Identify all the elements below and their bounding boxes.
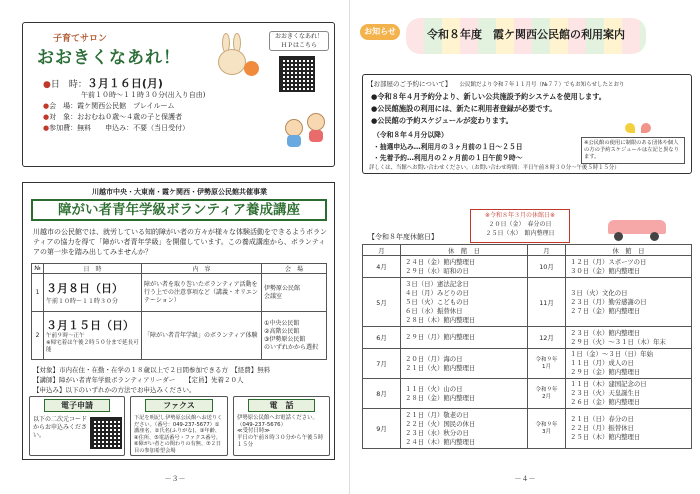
notice-tag: お知らせ [360,24,400,40]
reservation-header: 【お部屋のご予約について】 公民館だより令和７年１１月号（№７７）でもお知らせしたとおり [367,80,625,88]
header-days-1: 休 館 日 [401,245,528,256]
reservation-bullets [371,91,691,127]
car-illustration [604,212,670,240]
left-page-number: －３－ [164,475,186,483]
session-time: 午前９時～正午 ※帰宅着は午後２時５０分まで延長可能 [46,333,139,353]
callout-title: ※令和８年３月の休館日※ [484,212,556,219]
volunteer-schedule-table [31,263,327,360]
method-online-box [29,396,125,456]
reservation-box [362,74,692,174]
session-content: 障がい者を取り巻いたボランティア活動を行う上での注意事項など（講義・オリエンテーション） [142,274,262,312]
qr-caption-box: おおきくなあれ！ ＨＰはこちら [269,31,329,51]
salon-time-row: 午前１０時～１１時３０分(出入り自由) [81,91,206,99]
volunteer-target: 【対象】市内在住・在勤・在学の１８歳以上で２日間参加できる方 【経費】無料 [33,366,271,374]
session-time: 午前１０時～１１時３０分 [46,298,119,305]
reservation-bullet: ●公民館施設の利用には、新たに利用者登録が必要です。 [371,104,557,113]
method-fax-text: 下記を明記し伊勢原公民館へお送りください。（番号：049-237-5677）①講座名、②氏名(ふりがな)、③年齢、④住所、⑤電話番号・ファクス番号、⑥障がい者との関わりの有無、⑦２日目の参加希望会場 [134,415,223,454]
volunteer-intro: 川越市の公民館では、就労している知的障がい者の方々が様々な体験活動をできるようボランティアの協力を得て「障がい者青年学級」を開催しています。この養成講座から、ボランティアの第一歩を踏み出してみませんか？ [33,228,327,256]
table-row: 1 ３月８日（日） 午前１０時～１１時３０分 障がい者を取り巻いたボランティア活動を行う上での注意事項など（講義・オリエンテーション） 伊勢原公民館 会議室 [32,274,327,312]
right-title: 令和８年度 霞ケ関西公民館の利用案内 [427,28,625,41]
holiday-header-row [363,245,692,256]
session-date: ３月１５日（日） [46,319,134,332]
method-phone-text: 伊勢原公民館へお電話ください。 （049-237-5676） ≪受付日時≫ 平日の午前８時３０分から午後５時１５分 [237,415,324,448]
holiday-table [362,244,692,449]
holidays-label: 【令和８年度休館日】 [368,233,438,241]
holiday-row: 8月 １１日（火）山の日 ２８日（金）館内整理日 令和９年 2月 １１日（木）建国記念の日 ２３日（火）天皇誕生日 ２６日（金）館内整理日 [363,379,692,409]
babies-illustration [285,111,329,151]
reservation-lottery: ・抽選申込み…利用月の３ヶ月前の１日～２５日 [373,143,523,151]
method-online-title: 電子申請 [44,399,110,412]
holiday-row: 9月 ２１日（月）敬老の日 ２２日（火）国民の休日 ２３日（水）秋分の日 ２４日（木）館内整理日 令和９年 3月 ２１日（日）春分の日 ２２日（月）振替休日 ２５日（木）館内整理日 [363,409,692,449]
salon-title: おおきくなあれ！ [37,48,181,68]
method-fax-box [130,396,228,456]
holiday-row: 5月 ３日（日）憲法記念日 ４日（月）みどりの日 ５日（火）こどもの日 ６日（水）振替休日 ２８日（木）館内整理日 11月 ３日（火）文化の日 ２３日（月）勤労感謝の日 ２７日（金）館内整理日 [363,278,692,327]
reservation-first-come: ・先着予約…利用月の２ヶ月前の１日午前９時～ [373,154,523,162]
salon-fee-row: ●参加費：無料 申込み：不要（当日受付） [43,124,190,132]
callout-row: ２０日（金） 春分の日 [488,221,552,228]
callout-row: ２５日（水） 館内整理日 [485,230,555,237]
header-content: 内 容 [142,264,262,274]
method-fax-title: ファクス [145,399,213,412]
salon-details [43,75,303,134]
holiday-row: 7月 ２０日（月）海の日 ２１日（火）館内整理日 令和９年 1月 １日（金）～３日（日）年始 １１日（月）成人の日 ２９日（金）館内整理日 [363,349,692,379]
session-content: 「障がい者青年学級」のボランティア体験 [142,312,262,360]
volunteer-title: 障がい者青年学級ボランティア養成講座 [31,199,327,221]
reservation-bullet: ●公民館の予約スケジュールが変わります。 [371,116,513,125]
reservation-bullet: ●令和８年４月予約分より、新しい公共施設予約システムを使用します。 [371,92,606,101]
session-venue: 伊勢原公民館 会議室 [262,274,327,312]
header-no: № [32,264,44,274]
method-online-text: 以下の二次元コードからお申込みください。 [33,416,88,439]
salon-date-row: ●日 時：３月１６日(月) [43,77,163,90]
method-phone-title: 電 話 [248,399,315,412]
butterfly-illustration [625,123,655,135]
march-callout [470,209,570,243]
header-month-2: 月 [528,245,566,256]
right-page-number: －４－ [514,475,536,483]
holiday-row: 6月 ２９日（月）館内整理日 12月 ２３日（水）館内整理日 ２９日（火）～３１日（木）年末 [363,327,692,349]
session-venue: ①中央公民館 ②高階公民館 ③伊勢原公民館 のいずれかから選択 [262,312,327,360]
header-month-1: 月 [363,245,401,256]
salon-target-row: ●対 象：おおむね０歳～４歳の子と保護者 [43,113,183,121]
application-qr-code[interactable] [90,417,122,449]
table-row: 2 ３月１５日（日） 午前９時～正午 ※帰宅着は午後２時５０分まで延長可能 「障がい者青年学級」のボランティア体験 ①中央公民館 ②高階公民館 ③伊勢原公民館 のいずれかから選択 [32,312,327,360]
session-date: ３月８日（日） [46,282,123,295]
salon-box [22,22,335,167]
reservation-contact: 詳しくは、当館へお問い合わせください。（お問い合わせ時間：平日午前８時３０分～午後５時１５分） [369,165,620,171]
reservation-side-note: ※公民館の使用に制限のある団体や個人の方の予約スケジュールは左記と異なります。 [581,137,685,164]
holiday-row: 4月 ２４日（金）館内整理日 ２９日（水）昭和の日 10月 １２日（月）スポーツの日 ３０日（金）館内整理日 [363,256,692,278]
right-page [350,0,700,494]
volunteer-lecturer: 【講師】障がい者青年学級ボランティアリーダー 【定員】先着２０人 [33,376,244,384]
header-venue: 会 場 [262,264,327,274]
reservation-subhead: （令和８年４月分以降） [373,131,448,139]
method-phone-box [233,396,330,456]
salon-venue-row: ●会 場：霞ケ関西公民館 プレイルーム [43,102,175,110]
header-date: 日 時 [44,264,142,274]
header-days-2: 休 館 日 [566,245,692,256]
table-header-row [32,264,327,274]
volunteer-section [22,182,335,460]
volunteer-sponsor: 川越市中央・大東南・霞ケ関西・伊勢原公民館共催事業 [92,188,267,196]
salon-tag: 子育てサロン [53,34,108,44]
volunteer-apply: 【申込み】以下のいずれかの方法でお申込みください。 [33,386,196,394]
